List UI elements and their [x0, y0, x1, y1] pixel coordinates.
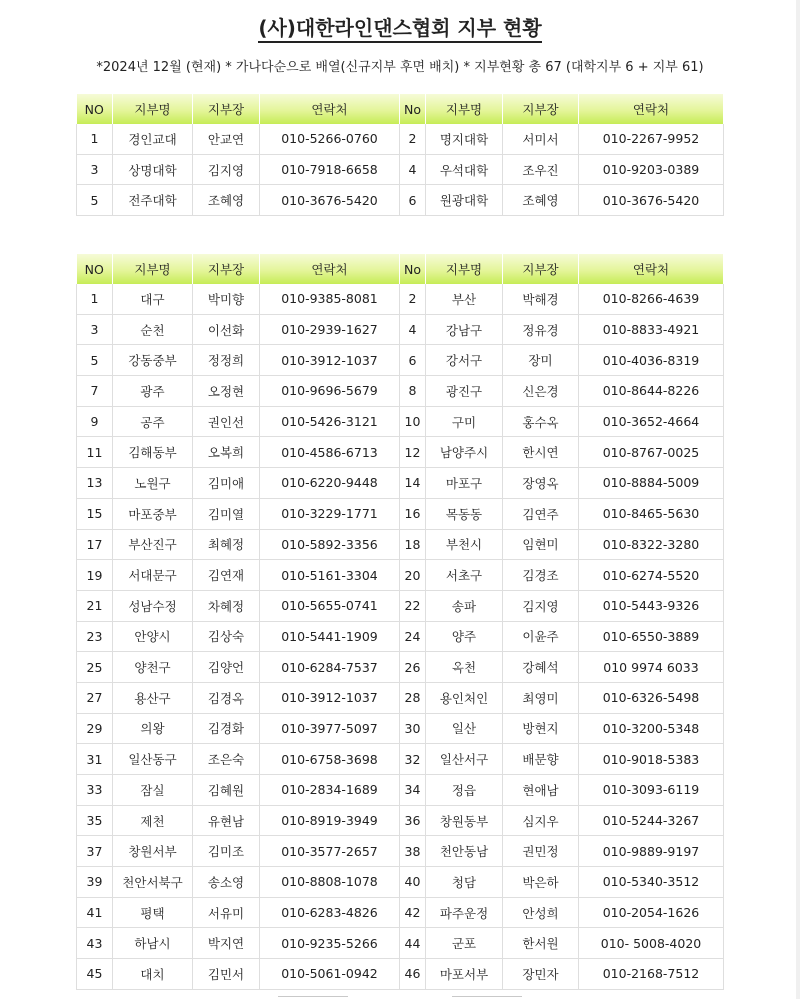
branch-head-cell: 장영옥 [503, 468, 579, 499]
phone-cell: 010-8833-4921 [579, 314, 724, 345]
branch-name-cell: 경인교대 [113, 124, 193, 154]
branch-head-cell: 김혜원 [193, 775, 260, 806]
branch-head-cell: 심지우 [503, 805, 579, 836]
university-branch-table [76, 94, 724, 216]
branch-head-cell: 최영미 [503, 682, 579, 713]
phone-cell: 010-2054-1626 [579, 897, 724, 928]
branch-name-cell: 잠실 [113, 775, 193, 806]
no-cell: 35 [77, 805, 113, 836]
branch-head-cell: 박미향 [193, 284, 260, 314]
branch-head-cell: 김미애 [193, 468, 260, 499]
no-cell: 46 [400, 959, 426, 990]
branch-name-cell: 안양시 [113, 621, 193, 652]
branch-head-cell: 김지영 [503, 590, 579, 621]
no-cell: 1 [77, 124, 113, 154]
phone-cell: 010-8884-5009 [579, 468, 724, 499]
phone-cell: 010-6274-5520 [579, 560, 724, 591]
table-row [77, 124, 724, 154]
phone-cell: 010-2267-9952 [579, 124, 724, 154]
no-cell: 8 [400, 376, 426, 407]
no-cell: 21 [77, 590, 113, 621]
branch-head-cell: 이선화 [193, 314, 260, 345]
branch-head-cell: 오복희 [193, 437, 260, 468]
branch-head-cell: 최혜정 [193, 529, 260, 560]
branch-name-cell: 용산구 [113, 682, 193, 713]
branch-head-cell: 박해경 [503, 284, 579, 314]
phone-cell: 010-5244-3267 [579, 805, 724, 836]
phone-cell: 010-5655-0741 [260, 590, 400, 621]
phone-cell: 010-8767-0025 [579, 437, 724, 468]
phone-cell: 010-3912-1037 [260, 345, 400, 376]
branch-head-cell: 서미서 [503, 124, 579, 154]
branch-name-cell: 김해동부 [113, 437, 193, 468]
phone-cell: 010-3676-5420 [579, 185, 724, 216]
no-cell: 28 [400, 682, 426, 713]
branch-head-cell: 장미 [503, 345, 579, 376]
branch-name-cell: 성남수정 [113, 590, 193, 621]
no-cell: 16 [400, 498, 426, 529]
branch-name-cell: 대구 [113, 284, 193, 314]
no-cell: 40 [400, 867, 426, 898]
branch-name-cell: 마포구 [426, 468, 503, 499]
no-cell: 6 [400, 345, 426, 376]
phone-cell: 010-9889-9197 [579, 836, 724, 867]
branch-head-cell: 서유미 [193, 897, 260, 928]
no-cell: 34 [400, 775, 426, 806]
branch-head-cell: 송소영 [193, 867, 260, 898]
branch-name-cell: 명지대학 [426, 124, 503, 154]
branch-name-cell: 순천 [113, 314, 193, 345]
phone-cell: 010-2168-7512 [579, 959, 724, 990]
no-cell: 33 [77, 775, 113, 806]
table-row [77, 590, 724, 621]
no-cell: 15 [77, 498, 113, 529]
table-row [77, 682, 724, 713]
column-header: 연락처 [260, 254, 400, 284]
table-row [77, 928, 724, 959]
phone-cell: 010-9385-8081 [260, 284, 400, 314]
branch-name-cell: 하남시 [113, 928, 193, 959]
table-row [77, 897, 724, 928]
no-cell: 38 [400, 836, 426, 867]
table-row [77, 468, 724, 499]
column-header: 지부장 [503, 94, 579, 124]
phone-cell: 010-5340-3512 [579, 867, 724, 898]
table-row [77, 185, 724, 216]
no-cell: 26 [400, 652, 426, 683]
divider [278, 996, 348, 997]
no-cell: 1 [77, 284, 113, 314]
no-cell: 22 [400, 590, 426, 621]
branch-name-cell: 마포서부 [426, 959, 503, 990]
branch-name-cell: 송파 [426, 590, 503, 621]
branch-head-cell: 정유경 [503, 314, 579, 345]
no-cell: 9 [77, 406, 113, 437]
table-row [77, 836, 724, 867]
phone-cell: 010-6550-3889 [579, 621, 724, 652]
table-row [77, 621, 724, 652]
phone-cell: 010-8644-8226 [579, 376, 724, 407]
phone-cell: 010-3912-1037 [260, 682, 400, 713]
branch-name-cell: 마포중부 [113, 498, 193, 529]
branch-name-cell: 정읍 [426, 775, 503, 806]
table-row [77, 560, 724, 591]
phone-cell: 010-4036-8319 [579, 345, 724, 376]
branch-name-cell: 옥천 [426, 652, 503, 683]
branch-head-cell: 김미열 [193, 498, 260, 529]
branch-head-cell: 조은숙 [193, 744, 260, 775]
column-header: 연락처 [579, 254, 724, 284]
branch-head-cell: 배문향 [503, 744, 579, 775]
column-header: NO [77, 94, 113, 124]
column-header: No [400, 254, 426, 284]
table-row [77, 652, 724, 683]
no-cell: 2 [400, 124, 426, 154]
table-row [77, 867, 724, 898]
branch-head-cell: 신은경 [503, 376, 579, 407]
no-cell: 4 [400, 154, 426, 185]
table-row [77, 744, 724, 775]
no-cell: 23 [77, 621, 113, 652]
page-subtitle: *2024년 12월 (현재) * 가나다순으로 배열(신규지부 후면 배치) * 지부현황 총 67 (대학지부 6 + 지부 61) [96, 60, 704, 75]
no-cell: 37 [77, 836, 113, 867]
phone-cell: 010-3652-4664 [579, 406, 724, 437]
branch-name-cell: 창원서부 [113, 836, 193, 867]
table-row [77, 498, 724, 529]
no-cell: 31 [77, 744, 113, 775]
phone-cell: 010-7918-6658 [260, 154, 400, 185]
phone-cell: 010-5892-3356 [260, 529, 400, 560]
column-header: NO [77, 254, 113, 284]
branch-table [76, 254, 724, 990]
no-cell: 18 [400, 529, 426, 560]
branch-head-cell: 박지연 [193, 928, 260, 959]
phone-cell: 010 9974 6033 [579, 652, 724, 683]
branch-name-cell: 부천시 [426, 529, 503, 560]
phone-cell: 010-9203-0389 [579, 154, 724, 185]
branch-name-cell: 서초구 [426, 560, 503, 591]
no-cell: 19 [77, 560, 113, 591]
branch-name-cell: 부산 [426, 284, 503, 314]
branch-head-cell: 유현남 [193, 805, 260, 836]
phone-cell: 010-3229-1771 [260, 498, 400, 529]
branch-name-cell: 상명대학 [113, 154, 193, 185]
branch-head-cell: 김경조 [503, 560, 579, 591]
no-cell: 29 [77, 713, 113, 744]
branch-head-cell: 김양언 [193, 652, 260, 683]
branch-head-cell: 권민정 [503, 836, 579, 867]
no-cell: 25 [77, 652, 113, 683]
branch-head-cell: 김미조 [193, 836, 260, 867]
branch-name-cell: 파주운정 [426, 897, 503, 928]
phone-cell: 010-5266-0760 [260, 124, 400, 154]
branch-name-cell: 양천구 [113, 652, 193, 683]
table-row [77, 406, 724, 437]
branch-head-cell: 김경옥 [193, 682, 260, 713]
phone-cell: 010-4586-6713 [260, 437, 400, 468]
branch-name-cell: 일산서구 [426, 744, 503, 775]
branch-name-cell: 서대문구 [113, 560, 193, 591]
no-cell: 24 [400, 621, 426, 652]
branch-head-cell: 임현미 [503, 529, 579, 560]
branch-name-cell: 의왕 [113, 713, 193, 744]
branch-name-cell: 구미 [426, 406, 503, 437]
page-title [0, 12, 800, 41]
branch-head-cell: 김지영 [193, 154, 260, 185]
branch-name-cell: 일산동구 [113, 744, 193, 775]
branch-head-cell: 안교연 [193, 124, 260, 154]
phone-cell: 010-3676-5420 [260, 185, 400, 216]
phone-cell: 010-8266-4639 [579, 284, 724, 314]
branch-head-cell: 박은하 [503, 867, 579, 898]
no-cell: 41 [77, 897, 113, 928]
phone-cell: 010- 5008-4020 [579, 928, 724, 959]
branch-head-cell: 이윤주 [503, 621, 579, 652]
branch-name-cell: 우석대학 [426, 154, 503, 185]
no-cell: 20 [400, 560, 426, 591]
branch-name-cell: 청담 [426, 867, 503, 898]
no-cell: 39 [77, 867, 113, 898]
table-row [77, 345, 724, 376]
column-header: 지부장 [503, 254, 579, 284]
phone-cell: 010-6283-4826 [260, 897, 400, 928]
branch-name-cell: 천안서북구 [113, 867, 193, 898]
divider [452, 996, 522, 997]
branch-name-cell: 광주 [113, 376, 193, 407]
branch-name-cell: 창원동부 [426, 805, 503, 836]
table-row [77, 959, 724, 990]
table-header-row [77, 254, 724, 284]
no-cell: 13 [77, 468, 113, 499]
branch-name-cell: 남양주시 [426, 437, 503, 468]
no-cell: 27 [77, 682, 113, 713]
no-cell: 30 [400, 713, 426, 744]
table-row [77, 376, 724, 407]
branch-name-cell: 노원구 [113, 468, 193, 499]
branch-head-cell: 한시연 [503, 437, 579, 468]
branch-name-cell: 일산 [426, 713, 503, 744]
no-cell: 36 [400, 805, 426, 836]
branch-head-cell: 김연주 [503, 498, 579, 529]
phone-cell: 010-2834-1689 [260, 775, 400, 806]
phone-cell: 010-5061-0942 [260, 959, 400, 990]
no-cell: 45 [77, 959, 113, 990]
branch-name-cell: 공주 [113, 406, 193, 437]
no-cell: 10 [400, 406, 426, 437]
branch-head-cell: 한서원 [503, 928, 579, 959]
table-row [77, 529, 724, 560]
no-cell: 17 [77, 529, 113, 560]
table-row [77, 713, 724, 744]
branch-name-cell: 강동중부 [113, 345, 193, 376]
branch-head-cell: 조우진 [503, 154, 579, 185]
phone-cell: 010-6758-3698 [260, 744, 400, 775]
branch-name-cell: 제천 [113, 805, 193, 836]
branch-head-cell: 조혜영 [193, 185, 260, 216]
phone-cell: 010-5441-1909 [260, 621, 400, 652]
no-cell: 43 [77, 928, 113, 959]
branch-head-cell: 방현지 [503, 713, 579, 744]
phone-cell: 010-8808-1078 [260, 867, 400, 898]
branch-head-cell: 권인선 [193, 406, 260, 437]
branch-head-cell: 조혜영 [503, 185, 579, 216]
no-cell: 11 [77, 437, 113, 468]
phone-cell: 010-3093-6119 [579, 775, 724, 806]
branch-name-cell: 대치 [113, 959, 193, 990]
no-cell: 32 [400, 744, 426, 775]
phone-cell: 010-6220-9448 [260, 468, 400, 499]
column-header: 지부장 [193, 254, 260, 284]
phone-cell: 010-9018-5383 [579, 744, 724, 775]
page-title-text: (사)대한라인댄스협회 지부 현황 [258, 16, 541, 43]
no-cell: 14 [400, 468, 426, 499]
branch-name-cell: 부산진구 [113, 529, 193, 560]
phone-cell: 010-6326-5498 [579, 682, 724, 713]
no-cell: 3 [77, 154, 113, 185]
branch-head-cell: 김경화 [193, 713, 260, 744]
phone-cell: 010-3200-5348 [579, 713, 724, 744]
column-header: 연락처 [579, 94, 724, 124]
phone-cell: 010-8919-3949 [260, 805, 400, 836]
phone-cell: 010-5443-9326 [579, 590, 724, 621]
phone-cell: 010-9235-5266 [260, 928, 400, 959]
scrollbar-track[interactable] [796, 0, 800, 999]
column-header: 연락처 [260, 94, 400, 124]
branch-name-cell: 평택 [113, 897, 193, 928]
column-header: 지부명 [426, 254, 503, 284]
branch-head-cell: 홍수옥 [503, 406, 579, 437]
phone-cell: 010-3977-5097 [260, 713, 400, 744]
branch-name-cell: 강서구 [426, 345, 503, 376]
branch-head-cell: 김상숙 [193, 621, 260, 652]
table-row [77, 154, 724, 185]
branch-name-cell: 용인처인 [426, 682, 503, 713]
table-row [77, 775, 724, 806]
branch-name-cell: 강남구 [426, 314, 503, 345]
phone-cell: 010-5161-3304 [260, 560, 400, 591]
column-header: 지부명 [113, 94, 193, 124]
table-row [77, 437, 724, 468]
phone-cell: 010-8465-5630 [579, 498, 724, 529]
branch-head-cell: 안성희 [503, 897, 579, 928]
table-row [77, 314, 724, 345]
branch-head-cell: 정정희 [193, 345, 260, 376]
branch-head-cell: 오정현 [193, 376, 260, 407]
branch-head-cell: 강혜석 [503, 652, 579, 683]
branch-head-cell: 김민서 [193, 959, 260, 990]
branch-name-cell: 전주대학 [113, 185, 193, 216]
no-cell: 7 [77, 376, 113, 407]
column-header: 지부명 [113, 254, 193, 284]
no-cell: 2 [400, 284, 426, 314]
branch-name-cell: 광진구 [426, 376, 503, 407]
no-cell: 5 [77, 345, 113, 376]
no-cell: 44 [400, 928, 426, 959]
branch-name-cell: 목동동 [426, 498, 503, 529]
branch-head-cell: 김연재 [193, 560, 260, 591]
branch-head-cell: 현애남 [503, 775, 579, 806]
table-row [77, 805, 724, 836]
no-cell: 12 [400, 437, 426, 468]
branch-name-cell: 천안동남 [426, 836, 503, 867]
phone-cell: 010-3577-2657 [260, 836, 400, 867]
branch-head-cell: 장민자 [503, 959, 579, 990]
table-header-row [77, 94, 724, 124]
table-row [77, 284, 724, 314]
column-header: 지부명 [426, 94, 503, 124]
no-cell: 5 [77, 185, 113, 216]
column-header: 지부장 [193, 94, 260, 124]
no-cell: 6 [400, 185, 426, 216]
branch-head-cell: 차혜정 [193, 590, 260, 621]
phone-cell: 010-8322-3280 [579, 529, 724, 560]
branch-name-cell: 군포 [426, 928, 503, 959]
phone-cell: 010-5426-3121 [260, 406, 400, 437]
phone-cell: 010-2939-1627 [260, 314, 400, 345]
branch-name-cell: 양주 [426, 621, 503, 652]
no-cell: 4 [400, 314, 426, 345]
no-cell: 42 [400, 897, 426, 928]
branch-name-cell: 원광대학 [426, 185, 503, 216]
phone-cell: 010-9696-5679 [260, 376, 400, 407]
no-cell: 3 [77, 314, 113, 345]
column-header: No [400, 94, 426, 124]
phone-cell: 010-6284-7537 [260, 652, 400, 683]
